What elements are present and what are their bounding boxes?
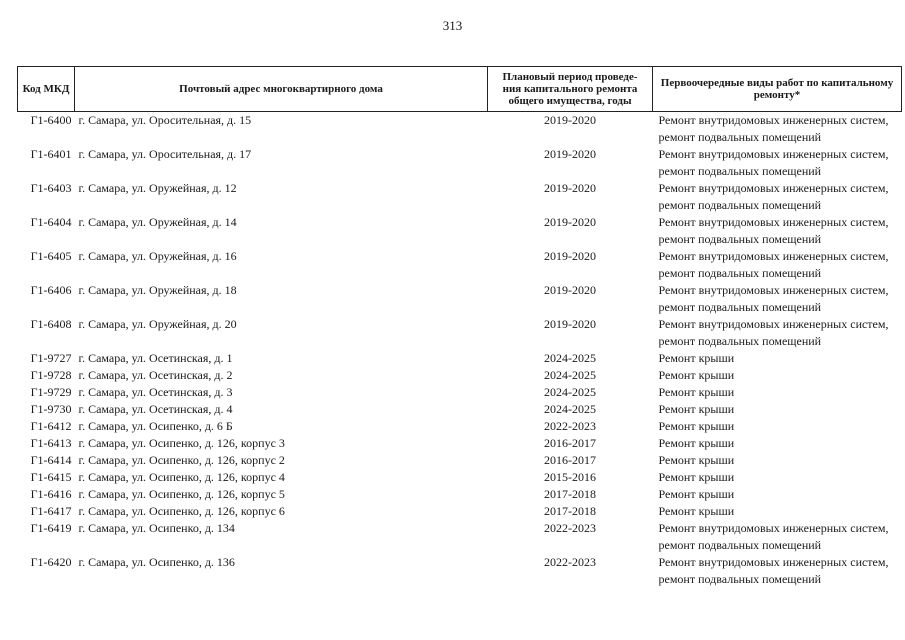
cell-works <box>653 418 902 435</box>
table-row <box>18 452 902 469</box>
table-row <box>18 486 902 503</box>
cell-works <box>653 367 902 384</box>
table-row <box>18 554 902 588</box>
cell-address: г. Самара, ул. Оружейная, д. 18 <box>78 283 237 297</box>
header-works-line2: ремонту* <box>753 89 801 101</box>
cell-address: г. Самара, ул. Осипенко, д. 6 Б <box>78 419 233 433</box>
table-body <box>18 112 902 589</box>
table-row <box>18 367 902 384</box>
cell-address: г. Самара, ул. Осетинская, д. 1 <box>78 351 233 365</box>
works-line: Ремонт внутридомовых инженерных систем, <box>658 249 889 263</box>
works-line: Ремонт крыши <box>658 402 735 416</box>
cell-works <box>653 282 902 316</box>
cell-works <box>653 503 902 520</box>
cell-works <box>653 180 902 214</box>
cell-code: Г1-6408 <box>30 317 72 331</box>
table-row <box>18 401 902 418</box>
cell-works <box>653 401 902 418</box>
cell-code: Г1-6406 <box>30 283 72 297</box>
cell-period: 2024-2025 <box>544 351 596 365</box>
cell-period: 2019-2020 <box>544 113 596 127</box>
works-line: Ремонт внутридомовых инженерных систем, <box>658 147 889 161</box>
header-period <box>488 67 653 112</box>
cell-period: 2019-2020 <box>544 249 596 263</box>
header-period-line3: общего имущества, годы <box>508 95 632 107</box>
cell-period: 2019-2020 <box>544 317 596 331</box>
table-row <box>18 384 902 401</box>
header-address: Почтовый адрес многоквартирного дома <box>75 67 488 112</box>
cell-address: г. Самара, ул. Оросительная, д. 15 <box>78 113 252 127</box>
table-row <box>18 503 902 520</box>
table-row <box>18 248 902 282</box>
works-line: ремонт подвальных помещений <box>658 572 822 586</box>
cell-works <box>653 452 902 469</box>
cell-code: Г1-6412 <box>30 419 72 433</box>
cell-period: 2016-2017 <box>544 453 596 467</box>
cell-address: г. Самара, ул. Оружейная, д. 16 <box>78 249 237 263</box>
cell-code: Г1-6413 <box>30 436 72 450</box>
works-line: ремонт подвальных помещений <box>658 198 822 212</box>
table-row <box>18 214 902 248</box>
cell-address: г. Самара, ул. Осетинская, д. 3 <box>78 385 233 399</box>
cell-code: Г1-6403 <box>30 181 72 195</box>
works-line: Ремонт внутридомовых инженерных систем, <box>658 521 889 535</box>
cell-period: 2019-2020 <box>544 283 596 297</box>
header-works <box>653 67 902 112</box>
works-line: Ремонт крыши <box>658 351 735 365</box>
header-period-line2: ния капитального ремонта <box>502 83 638 95</box>
cell-works <box>653 146 902 180</box>
cell-period: 2015-2016 <box>544 470 596 484</box>
cell-address: г. Самара, ул. Осипенко, д. 126, корпус 2 <box>78 453 285 467</box>
cell-period: 2017-2018 <box>544 487 596 501</box>
cell-address: г. Самара, ул. Осипенко, д. 136 <box>78 555 235 569</box>
cell-address: г. Самара, ул. Осипенко, д. 126, корпус 3 <box>78 436 285 450</box>
header-code: Код МКД <box>18 67 75 112</box>
works-line: ремонт подвальных помещений <box>658 130 822 144</box>
header-row <box>18 67 902 112</box>
cell-address: г. Самара, ул. Осетинская, д. 2 <box>78 368 233 382</box>
cell-works <box>653 486 902 503</box>
page-number: 313 <box>442 18 463 33</box>
cell-code: Г1-6420 <box>30 555 72 569</box>
works-line: Ремонт внутридомовых инженерных систем, <box>658 555 889 569</box>
cell-address: г. Самара, ул. Оружейная, д. 14 <box>78 215 237 229</box>
works-line: Ремонт крыши <box>658 453 735 467</box>
cell-works <box>653 384 902 401</box>
works-line: Ремонт крыши <box>658 419 735 433</box>
cell-address: г. Самара, ул. Осетинская, д. 4 <box>78 402 233 416</box>
table-row <box>18 418 902 435</box>
capital-repair-table <box>17 66 902 588</box>
cell-code: Г1-6415 <box>30 470 72 484</box>
cell-period: 2016-2017 <box>544 436 596 450</box>
cell-address: г. Самара, ул. Осипенко, д. 126, корпус 4 <box>78 470 285 484</box>
cell-code: Г1-6404 <box>30 215 72 229</box>
cell-works <box>653 350 902 367</box>
cell-address: г. Самара, ул. Оросительная, д. 17 <box>78 147 252 161</box>
works-line: ремонт подвальных помещений <box>658 300 822 314</box>
table-row <box>18 520 902 554</box>
works-line: Ремонт внутридомовых инженерных систем, <box>658 215 889 229</box>
cell-code: Г1-9727 <box>30 351 72 365</box>
cell-period: 2022-2023 <box>544 521 596 535</box>
cell-address: г. Самара, ул. Оружейная, д. 12 <box>78 181 237 195</box>
cell-works <box>653 112 902 147</box>
cell-period: 2024-2025 <box>544 385 596 399</box>
header-period-line1: Плановый период проведе- <box>502 71 638 83</box>
works-line: Ремонт крыши <box>658 487 735 501</box>
cell-code: Г1-6400 <box>30 113 72 127</box>
table-row <box>18 469 902 486</box>
cell-code: Г1-6419 <box>30 521 72 535</box>
cell-works <box>653 520 902 554</box>
works-line: ремонт подвальных помещений <box>658 266 822 280</box>
cell-address: г. Самара, ул. Осипенко, д. 134 <box>78 521 235 535</box>
works-line: Ремонт внутридомовых инженерных систем, <box>658 113 889 127</box>
header-works-line1: Первоочередные виды работ по капитальному <box>660 77 894 89</box>
cell-period: 2019-2020 <box>544 147 596 161</box>
works-line: Ремонт крыши <box>658 436 735 450</box>
cell-address: г. Самара, ул. Оружейная, д. 20 <box>78 317 237 331</box>
table-row <box>18 146 902 180</box>
table-header <box>18 67 902 112</box>
cell-code: Г1-9730 <box>30 402 72 416</box>
cell-works <box>653 214 902 248</box>
works-line: Ремонт крыши <box>658 470 735 484</box>
cell-code: Г1-6416 <box>30 487 72 501</box>
works-line: ремонт подвальных помещений <box>658 334 822 348</box>
cell-period: 2019-2020 <box>544 181 596 195</box>
cell-period: 2022-2023 <box>544 555 596 569</box>
works-line: Ремонт крыши <box>658 504 735 518</box>
works-line: Ремонт внутридомовых инженерных систем, <box>658 283 889 297</box>
cell-address: г. Самара, ул. Осипенко, д. 126, корпус 5 <box>78 487 285 501</box>
cell-code: Г1-9728 <box>30 368 72 382</box>
cell-works <box>653 554 902 588</box>
cell-works <box>653 435 902 452</box>
cell-code: Г1-6417 <box>30 504 72 518</box>
cell-period: 2022-2023 <box>544 419 596 433</box>
table-row <box>18 180 902 214</box>
cell-code: Г1-6414 <box>30 453 72 467</box>
works-line: Ремонт внутридомовых инженерных систем, <box>658 317 889 331</box>
table-row <box>18 316 902 350</box>
works-line: Ремонт крыши <box>658 368 735 382</box>
cell-address: г. Самара, ул. Осипенко, д. 126, корпус 6 <box>78 504 285 518</box>
cell-code: Г1-9729 <box>30 385 72 399</box>
cell-works <box>653 316 902 350</box>
works-line: ремонт подвальных помещений <box>658 164 822 178</box>
cell-period: 2024-2025 <box>544 368 596 382</box>
works-line: ремонт подвальных помещений <box>658 232 822 246</box>
works-line: Ремонт внутридомовых инженерных систем, <box>658 181 889 195</box>
cell-works <box>653 469 902 486</box>
table-row <box>18 282 902 316</box>
cell-code: Г1-6401 <box>30 147 72 161</box>
table-row <box>18 112 902 147</box>
table-row <box>18 350 902 367</box>
works-line: ремонт подвальных помещений <box>658 538 822 552</box>
table-row <box>18 435 902 452</box>
cell-period: 2019-2020 <box>544 215 596 229</box>
cell-works <box>653 248 902 282</box>
cell-code: Г1-6405 <box>30 249 72 263</box>
cell-period: 2024-2025 <box>544 402 596 416</box>
works-line: Ремонт крыши <box>658 385 735 399</box>
cell-period: 2017-2018 <box>544 504 596 518</box>
